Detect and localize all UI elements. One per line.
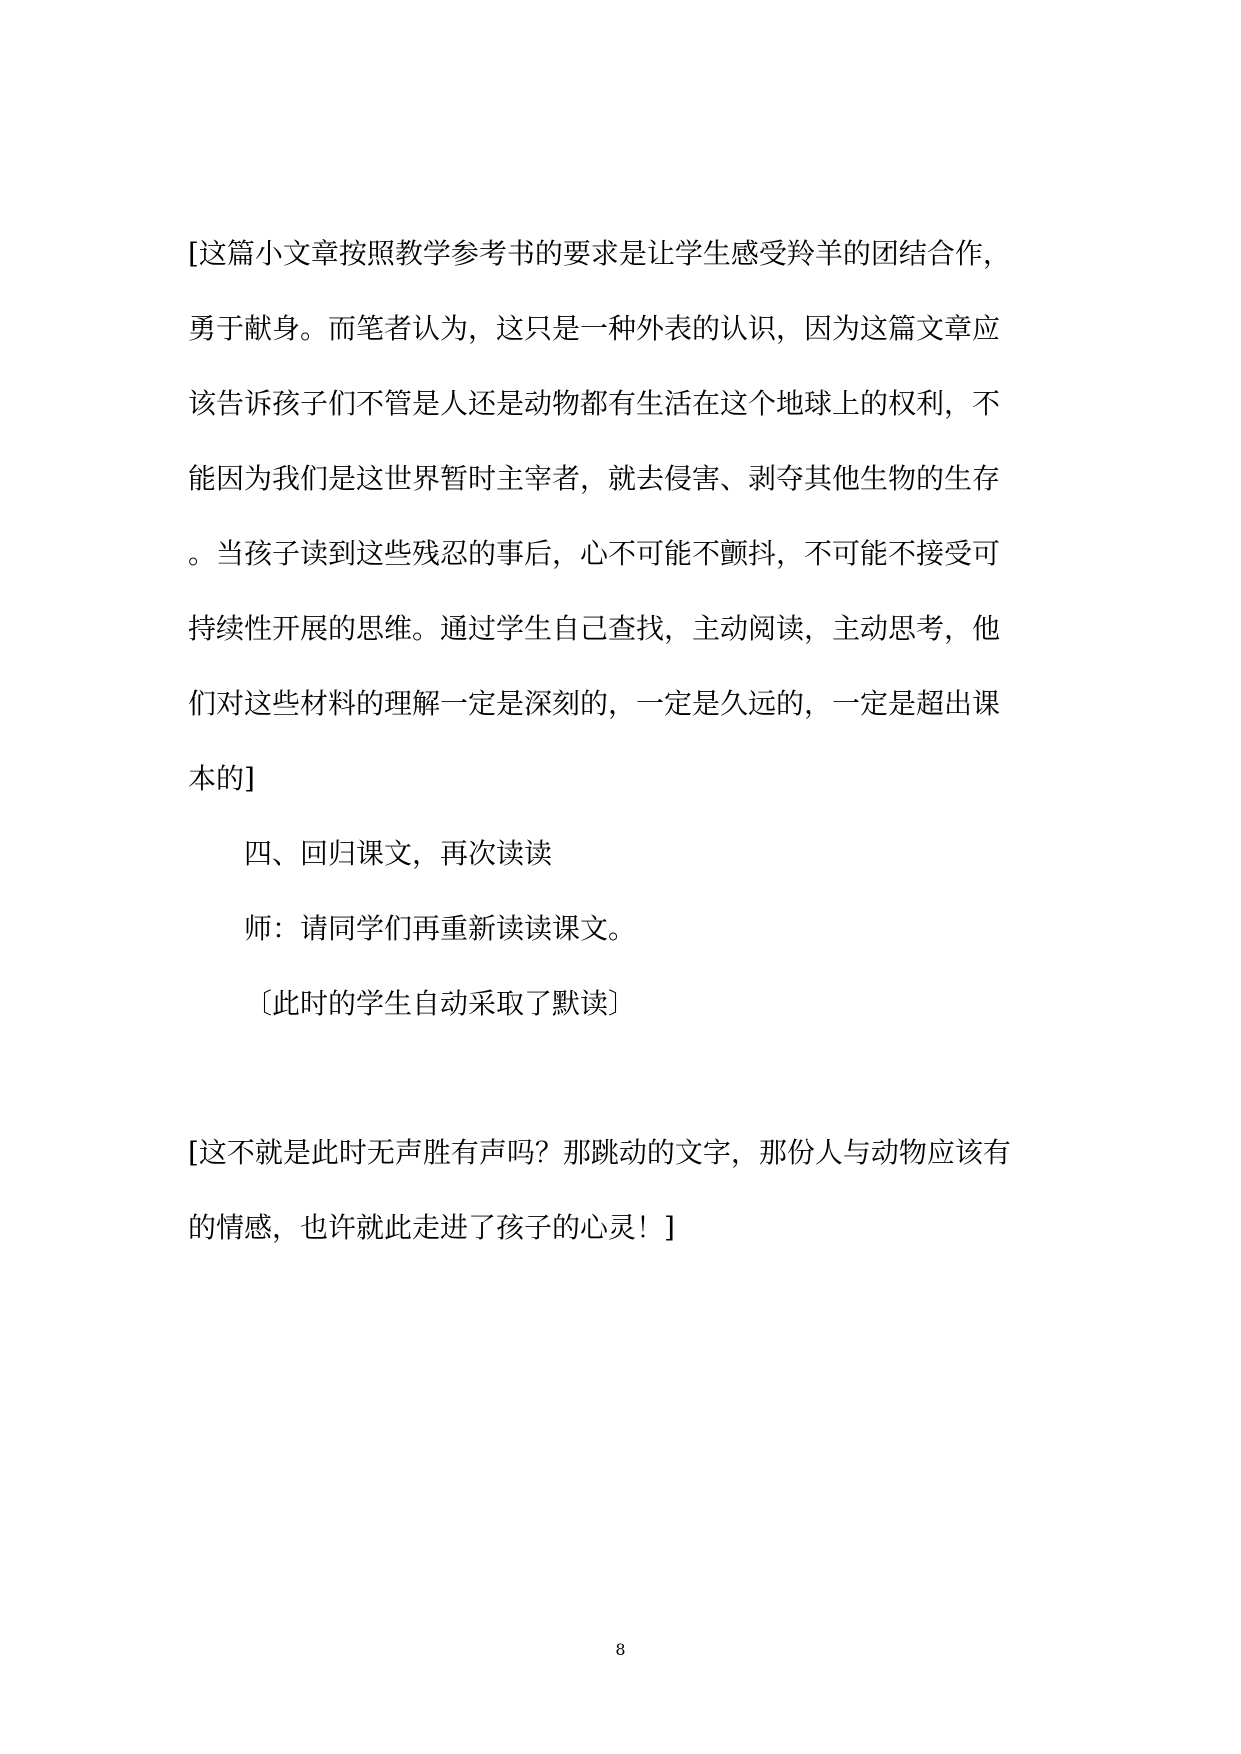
section-heading: 四、回归课文，再次读读 — [244, 837, 553, 870]
paragraph1-line-7: 们对这些材料的理解一定是深刻的，一定是久远的，一定是超出课 — [188, 687, 1001, 720]
teacher-line: 师：请同学们再重新读读课文。 — [244, 912, 637, 945]
paragraph2-line-2: 的情感，也许就此走进了孩子的心灵！] — [188, 1211, 675, 1244]
paragraph1-line-6: 持续性开展的思维。通过学生自己查找，主动阅读，主动思考，他 — [188, 612, 1001, 645]
paragraph1-line-3: 该告诉孩子们不管是人还是动物都有生活在这个地球上的权利，不 — [188, 387, 1001, 420]
paragraph2-line-1: [这不就是此时无声胜有声吗？那跳动的文字，那份人与动物应该有 — [188, 1136, 1011, 1169]
paragraph1-line-8: 本的] — [188, 762, 255, 795]
paragraph1-line-5: 。当孩子读到这些残忍的事后，心不可能不颤抖，不可能不接受可 — [188, 537, 1001, 570]
paragraph1-line-1: [这篇小文章按照教学参考书的要求是让学生感受羚羊的团结合作， — [188, 237, 1011, 270]
paragraph1-line-4: 能因为我们是这世界暂时主宰者，就去侵害、剥夺其他生物的生存 — [188, 462, 1001, 495]
page-number: 8 — [615, 1640, 626, 1659]
paragraph1-line-2: 勇于献身。而笔者认为，这只是一种外表的认识，因为这篇文章应 — [188, 312, 1001, 345]
student-note: 〔此时的学生自动采取了默读〕 — [244, 987, 637, 1020]
